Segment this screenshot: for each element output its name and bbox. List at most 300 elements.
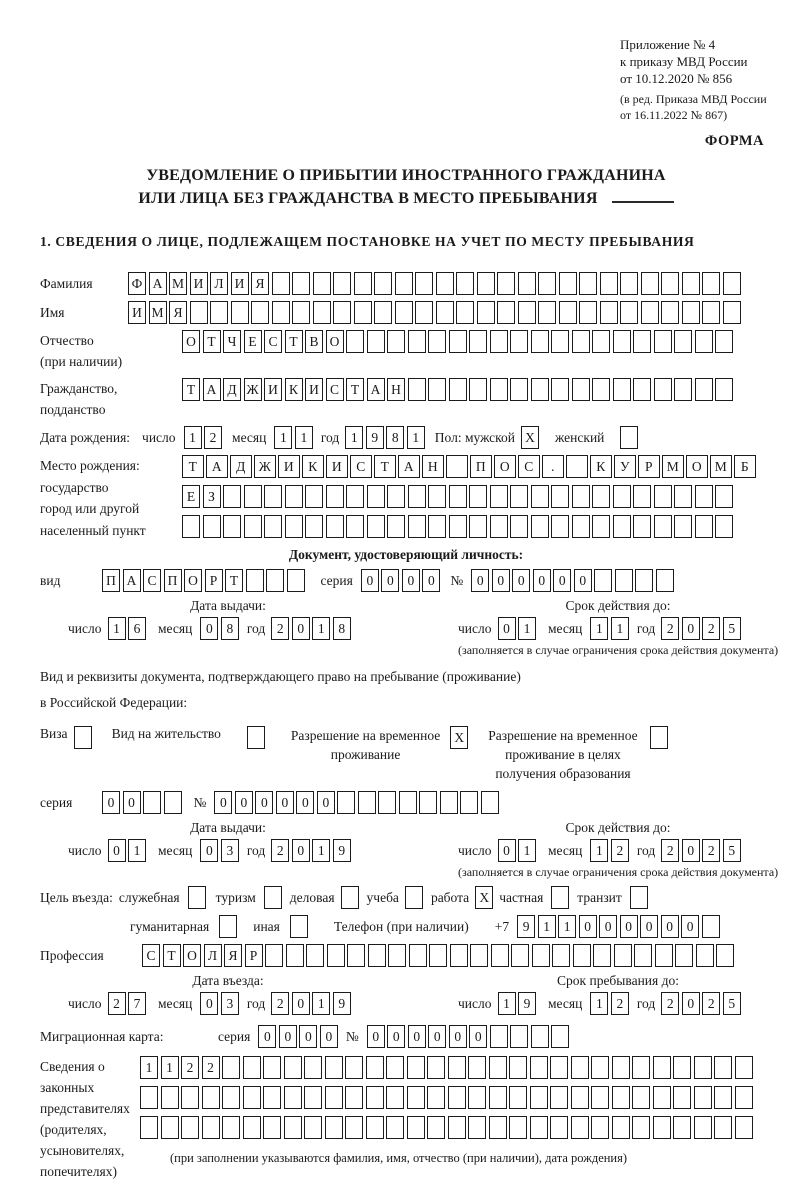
char-cell[interactable]: 0: [200, 992, 218, 1015]
char-cell[interactable]: [613, 330, 631, 353]
char-cell[interactable]: [695, 378, 713, 401]
char-cell[interactable]: 0: [102, 791, 120, 814]
char-cell[interactable]: [612, 1086, 630, 1109]
char-cell[interactable]: 0: [214, 791, 232, 814]
char-cell[interactable]: 0: [620, 915, 638, 938]
birth-day-cells[interactable]: [184, 426, 223, 449]
char-cell[interactable]: 3: [221, 992, 239, 1015]
char-cell[interactable]: 0: [579, 915, 597, 938]
char-cell[interactable]: 0: [292, 839, 310, 862]
migration-series-cells[interactable]: [258, 1025, 338, 1048]
char-cell[interactable]: 0: [387, 1025, 405, 1048]
char-cell[interactable]: 1: [312, 839, 330, 862]
char-cell[interactable]: [490, 485, 508, 508]
char-cell[interactable]: [552, 944, 570, 967]
char-cell[interactable]: [202, 1086, 220, 1109]
char-cell[interactable]: [304, 1056, 322, 1079]
char-cell[interactable]: [594, 569, 612, 592]
char-cell[interactable]: [696, 944, 714, 967]
char-cell[interactable]: И: [278, 455, 300, 478]
char-cell[interactable]: 0: [492, 569, 510, 592]
char-cell[interactable]: [592, 485, 610, 508]
char-cell[interactable]: 0: [574, 569, 592, 592]
char-cell[interactable]: [531, 1025, 549, 1048]
char-cell[interactable]: [661, 272, 679, 295]
char-cell[interactable]: [615, 569, 633, 592]
char-cell[interactable]: [620, 426, 638, 449]
char-cell[interactable]: [345, 1056, 363, 1079]
char-cell[interactable]: 0: [512, 569, 530, 592]
char-cell[interactable]: [405, 886, 423, 909]
char-cell[interactable]: [481, 791, 499, 814]
char-cell[interactable]: [674, 515, 692, 538]
char-cell[interactable]: [702, 272, 720, 295]
char-cell[interactable]: [469, 485, 487, 508]
char-cell[interactable]: [408, 515, 426, 538]
char-cell[interactable]: [489, 1056, 507, 1079]
char-cell[interactable]: 1: [184, 426, 202, 449]
char-cell[interactable]: О: [326, 330, 344, 353]
char-cell[interactable]: [325, 1086, 343, 1109]
char-cell[interactable]: 0: [681, 915, 699, 938]
char-cell[interactable]: [306, 944, 324, 967]
char-cell[interactable]: 9: [366, 426, 384, 449]
char-cell[interactable]: [345, 1116, 363, 1139]
char-cell[interactable]: [632, 1086, 650, 1109]
char-cell[interactable]: П: [470, 455, 492, 478]
char-cell[interactable]: [143, 791, 161, 814]
char-cell[interactable]: [354, 301, 372, 324]
char-cell[interactable]: [490, 1025, 508, 1048]
char-cell[interactable]: 5: [723, 617, 741, 640]
char-cell[interactable]: [429, 944, 447, 967]
purpose-business-checkbox[interactable]: [341, 886, 359, 909]
char-cell[interactable]: X: [521, 426, 539, 449]
char-cell[interactable]: [551, 1025, 569, 1048]
char-cell[interactable]: 2: [611, 839, 629, 862]
char-cell[interactable]: [263, 1056, 281, 1079]
char-cell[interactable]: О: [182, 330, 200, 353]
char-cell[interactable]: И: [190, 272, 208, 295]
char-cell[interactable]: [374, 301, 392, 324]
char-cell[interactable]: [284, 1116, 302, 1139]
char-cell[interactable]: [354, 272, 372, 295]
char-cell[interactable]: [161, 1116, 179, 1139]
birth-place-cells-1[interactable]: [182, 455, 756, 478]
char-cell[interactable]: [292, 301, 310, 324]
char-cell[interactable]: [286, 944, 304, 967]
char-cell[interactable]: Т: [225, 569, 243, 592]
char-cell[interactable]: [327, 944, 345, 967]
char-cell[interactable]: 1: [161, 1056, 179, 1079]
char-cell[interactable]: 0: [123, 791, 141, 814]
char-cell[interactable]: [182, 515, 200, 538]
char-cell[interactable]: 1: [108, 617, 126, 640]
char-cell[interactable]: Т: [163, 944, 181, 967]
char-cell[interactable]: [448, 1086, 466, 1109]
char-cell[interactable]: [243, 1056, 261, 1079]
purpose-tourism-checkbox[interactable]: [264, 886, 282, 909]
char-cell[interactable]: А: [206, 455, 228, 478]
char-cell[interactable]: С: [518, 455, 540, 478]
char-cell[interactable]: [694, 1056, 712, 1079]
residence-permit-checkbox[interactable]: [247, 726, 265, 749]
char-cell[interactable]: [655, 944, 673, 967]
temp-residence-checkbox[interactable]: [450, 726, 468, 749]
char-cell[interactable]: [735, 1116, 753, 1139]
char-cell[interactable]: И: [326, 455, 348, 478]
char-cell[interactable]: 2: [661, 992, 679, 1015]
char-cell[interactable]: 1: [538, 915, 556, 938]
char-cell[interactable]: П: [164, 569, 182, 592]
char-cell[interactable]: 1: [312, 992, 330, 1015]
char-cell[interactable]: [287, 569, 305, 592]
char-cell[interactable]: [592, 378, 610, 401]
char-cell[interactable]: [653, 1116, 671, 1139]
char-cell[interactable]: [735, 1086, 753, 1109]
char-cell[interactable]: 0: [498, 839, 516, 862]
char-cell[interactable]: 0: [682, 617, 700, 640]
char-cell[interactable]: [346, 515, 364, 538]
char-cell[interactable]: [408, 378, 426, 401]
char-cell[interactable]: 0: [402, 569, 420, 592]
char-cell[interactable]: Н: [387, 378, 405, 401]
char-cell[interactable]: [550, 1116, 568, 1139]
char-cell[interactable]: [695, 515, 713, 538]
char-cell[interactable]: [674, 330, 692, 353]
char-cell[interactable]: [489, 1086, 507, 1109]
char-cell[interactable]: Л: [204, 944, 222, 967]
char-cell[interactable]: [415, 272, 433, 295]
char-cell[interactable]: [313, 301, 331, 324]
char-cell[interactable]: [592, 330, 610, 353]
char-cell[interactable]: [530, 1116, 548, 1139]
char-cell[interactable]: [572, 330, 590, 353]
char-cell[interactable]: [449, 485, 467, 508]
char-cell[interactable]: Т: [182, 455, 204, 478]
char-cell[interactable]: [337, 791, 355, 814]
char-cell[interactable]: 2: [661, 617, 679, 640]
char-cell[interactable]: [571, 1056, 589, 1079]
char-cell[interactable]: [613, 485, 631, 508]
char-cell[interactable]: 0: [292, 992, 310, 1015]
visa-checkbox[interactable]: [74, 726, 92, 749]
char-cell[interactable]: [612, 1116, 630, 1139]
char-cell[interactable]: [694, 1116, 712, 1139]
char-cell[interactable]: 1: [590, 992, 608, 1015]
char-cell[interactable]: [531, 485, 549, 508]
char-cell[interactable]: [634, 944, 652, 967]
char-cell[interactable]: [735, 1056, 753, 1079]
char-cell[interactable]: М: [710, 455, 732, 478]
char-cell[interactable]: [243, 1116, 261, 1139]
char-cell[interactable]: [387, 330, 405, 353]
char-cell[interactable]: 2: [271, 617, 289, 640]
sex-female-checkbox[interactable]: [620, 426, 638, 449]
char-cell[interactable]: О: [494, 455, 516, 478]
char-cell[interactable]: [653, 1086, 671, 1109]
char-cell[interactable]: [325, 1056, 343, 1079]
char-cell[interactable]: 2: [271, 839, 289, 862]
char-cell[interactable]: [290, 915, 308, 938]
char-cell[interactable]: 0: [682, 839, 700, 862]
char-cell[interactable]: 1: [558, 915, 576, 938]
char-cell[interactable]: [641, 272, 659, 295]
char-cell[interactable]: [715, 378, 733, 401]
char-cell[interactable]: [509, 1086, 527, 1109]
char-cell[interactable]: А: [203, 378, 221, 401]
char-cell[interactable]: Д: [223, 378, 241, 401]
char-cell[interactable]: [600, 272, 618, 295]
char-cell[interactable]: А: [398, 455, 420, 478]
char-cell[interactable]: [415, 301, 433, 324]
char-cell[interactable]: [551, 515, 569, 538]
char-cell[interactable]: О: [686, 455, 708, 478]
char-cell[interactable]: 0: [317, 791, 335, 814]
char-cell[interactable]: [490, 515, 508, 538]
char-cell[interactable]: 0: [533, 569, 551, 592]
char-cell[interactable]: [460, 791, 478, 814]
char-cell[interactable]: [468, 1086, 486, 1109]
char-cell[interactable]: Т: [346, 378, 364, 401]
char-cell[interactable]: 1: [518, 839, 536, 862]
char-cell[interactable]: 1: [407, 426, 425, 449]
char-cell[interactable]: 2: [271, 992, 289, 1015]
char-cell[interactable]: [305, 515, 323, 538]
char-cell[interactable]: X: [475, 886, 493, 909]
char-cell[interactable]: 2: [661, 839, 679, 862]
id-number-cells[interactable]: [471, 569, 674, 592]
char-cell[interactable]: [345, 1086, 363, 1109]
char-cell[interactable]: [388, 944, 406, 967]
patronymic-cells[interactable]: [182, 330, 733, 353]
phone-cells[interactable]: [517, 915, 720, 938]
char-cell[interactable]: [244, 515, 262, 538]
char-cell[interactable]: [448, 1056, 466, 1079]
char-cell[interactable]: [468, 1056, 486, 1079]
char-cell[interactable]: 0: [320, 1025, 338, 1048]
entry-year-cells[interactable]: [271, 992, 351, 1015]
char-cell[interactable]: [427, 1116, 445, 1139]
char-cell[interactable]: [140, 1086, 158, 1109]
char-cell[interactable]: [682, 272, 700, 295]
purpose-humanitarian-checkbox[interactable]: [219, 915, 237, 938]
char-cell[interactable]: [723, 272, 741, 295]
char-cell[interactable]: [573, 944, 591, 967]
char-cell[interactable]: [510, 330, 528, 353]
char-cell[interactable]: 1: [140, 1056, 158, 1079]
char-cell[interactable]: [263, 1086, 281, 1109]
char-cell[interactable]: 0: [381, 569, 399, 592]
char-cell[interactable]: Т: [285, 330, 303, 353]
representatives-cells-2[interactable]: [140, 1086, 753, 1109]
char-cell[interactable]: 0: [498, 617, 516, 640]
char-cell[interactable]: [284, 1056, 302, 1079]
char-cell[interactable]: 2: [204, 426, 222, 449]
char-cell[interactable]: [654, 330, 672, 353]
char-cell[interactable]: [559, 272, 577, 295]
char-cell[interactable]: [333, 301, 351, 324]
char-cell[interactable]: [366, 1086, 384, 1109]
char-cell[interactable]: [366, 1056, 384, 1079]
char-cell[interactable]: [409, 944, 427, 967]
char-cell[interactable]: [202, 1116, 220, 1139]
char-cell[interactable]: Б: [734, 455, 756, 478]
id-issue-day-cells[interactable]: [108, 617, 147, 640]
char-cell[interactable]: [264, 886, 282, 909]
char-cell[interactable]: [674, 378, 692, 401]
stay-issue-month-cells[interactable]: [200, 839, 239, 862]
char-cell[interactable]: 2: [702, 839, 720, 862]
char-cell[interactable]: 0: [235, 791, 253, 814]
char-cell[interactable]: И: [305, 378, 323, 401]
char-cell[interactable]: [366, 1116, 384, 1139]
char-cell[interactable]: [650, 726, 668, 749]
purpose-transit-checkbox[interactable]: [630, 886, 648, 909]
char-cell[interactable]: [219, 915, 237, 938]
char-cell[interactable]: [374, 272, 392, 295]
char-cell[interactable]: [161, 1086, 179, 1109]
char-cell[interactable]: 8: [386, 426, 404, 449]
char-cell[interactable]: [386, 1116, 404, 1139]
char-cell[interactable]: [572, 515, 590, 538]
char-cell[interactable]: Я: [251, 272, 269, 295]
char-cell[interactable]: 6: [128, 617, 146, 640]
representatives-cells-1[interactable]: [140, 1056, 753, 1079]
char-cell[interactable]: 8: [333, 617, 351, 640]
char-cell[interactable]: [592, 515, 610, 538]
char-cell[interactable]: Ж: [244, 378, 262, 401]
char-cell[interactable]: [613, 378, 631, 401]
char-cell[interactable]: Р: [205, 569, 223, 592]
char-cell[interactable]: [593, 944, 611, 967]
char-cell[interactable]: 1: [128, 839, 146, 862]
stay-issue-year-cells[interactable]: [271, 839, 351, 862]
purpose-study-checkbox[interactable]: [405, 886, 423, 909]
stay-series-cells[interactable]: [102, 791, 182, 814]
char-cell[interactable]: 1: [345, 426, 363, 449]
char-cell[interactable]: [469, 378, 487, 401]
entry-day-cells[interactable]: [108, 992, 147, 1015]
char-cell[interactable]: [407, 1086, 425, 1109]
char-cell[interactable]: [469, 330, 487, 353]
stay-valid-day-cells[interactable]: [498, 839, 537, 862]
char-cell[interactable]: 0: [408, 1025, 426, 1048]
char-cell[interactable]: 1: [590, 839, 608, 862]
char-cell[interactable]: [497, 272, 515, 295]
char-cell[interactable]: [715, 515, 733, 538]
char-cell[interactable]: 9: [333, 839, 351, 862]
char-cell[interactable]: [572, 378, 590, 401]
char-cell[interactable]: [367, 485, 385, 508]
char-cell[interactable]: [531, 515, 549, 538]
char-cell[interactable]: [272, 272, 290, 295]
char-cell[interactable]: 0: [422, 569, 440, 592]
char-cell[interactable]: [620, 272, 638, 295]
char-cell[interactable]: [591, 1086, 609, 1109]
char-cell[interactable]: Ж: [254, 455, 276, 478]
char-cell[interactable]: [612, 1056, 630, 1079]
char-cell[interactable]: [140, 1116, 158, 1139]
char-cell[interactable]: [682, 301, 700, 324]
char-cell[interactable]: [510, 1025, 528, 1048]
char-cell[interactable]: 0: [258, 1025, 276, 1048]
char-cell[interactable]: [531, 330, 549, 353]
char-cell[interactable]: [559, 301, 577, 324]
char-cell[interactable]: [190, 301, 208, 324]
char-cell[interactable]: [347, 944, 365, 967]
char-cell[interactable]: [490, 378, 508, 401]
char-cell[interactable]: 9: [518, 992, 536, 1015]
char-cell[interactable]: [518, 301, 536, 324]
char-cell[interactable]: [614, 944, 632, 967]
char-cell[interactable]: [440, 791, 458, 814]
char-cell[interactable]: 3: [221, 839, 239, 862]
char-cell[interactable]: [673, 1056, 691, 1079]
char-cell[interactable]: [633, 515, 651, 538]
char-cell[interactable]: П: [102, 569, 120, 592]
char-cell[interactable]: [673, 1116, 691, 1139]
char-cell[interactable]: 0: [361, 569, 379, 592]
char-cell[interactable]: Я: [224, 944, 242, 967]
char-cell[interactable]: Р: [638, 455, 660, 478]
char-cell[interactable]: [633, 330, 651, 353]
char-cell[interactable]: [641, 301, 659, 324]
temp-residence-edu-checkbox[interactable]: [650, 726, 668, 749]
char-cell[interactable]: [246, 569, 264, 592]
char-cell[interactable]: [378, 791, 396, 814]
char-cell[interactable]: [532, 944, 550, 967]
char-cell[interactable]: [304, 1086, 322, 1109]
char-cell[interactable]: Д: [230, 455, 252, 478]
char-cell[interactable]: 9: [517, 915, 535, 938]
char-cell[interactable]: [395, 272, 413, 295]
char-cell[interactable]: С: [142, 944, 160, 967]
char-cell[interactable]: [653, 1056, 671, 1079]
char-cell[interactable]: [407, 1056, 425, 1079]
char-cell[interactable]: [632, 1056, 650, 1079]
char-cell[interactable]: [702, 915, 720, 938]
char-cell[interactable]: К: [590, 455, 612, 478]
char-cell[interactable]: [489, 1116, 507, 1139]
char-cell[interactable]: А: [149, 272, 167, 295]
char-cell[interactable]: Т: [182, 378, 200, 401]
char-cell[interactable]: Т: [374, 455, 396, 478]
char-cell[interactable]: [571, 1116, 589, 1139]
char-cell[interactable]: [266, 569, 284, 592]
char-cell[interactable]: [181, 1086, 199, 1109]
char-cell[interactable]: 0: [200, 839, 218, 862]
char-cell[interactable]: [313, 272, 331, 295]
char-cell[interactable]: [181, 1116, 199, 1139]
char-cell[interactable]: 0: [367, 1025, 385, 1048]
char-cell[interactable]: [509, 1116, 527, 1139]
char-cell[interactable]: А: [123, 569, 141, 592]
char-cell[interactable]: [695, 330, 713, 353]
char-cell[interactable]: [222, 1116, 240, 1139]
char-cell[interactable]: [695, 485, 713, 508]
stay-number-cells[interactable]: [214, 791, 499, 814]
char-cell[interactable]: 2: [181, 1056, 199, 1079]
citizenship-cells[interactable]: [182, 378, 733, 401]
profession-cells[interactable]: [142, 944, 734, 967]
char-cell[interactable]: [223, 485, 241, 508]
char-cell[interactable]: И: [264, 378, 282, 401]
char-cell[interactable]: [511, 944, 529, 967]
char-cell[interactable]: Н: [422, 455, 444, 478]
char-cell[interactable]: [566, 455, 588, 478]
char-cell[interactable]: [613, 515, 631, 538]
